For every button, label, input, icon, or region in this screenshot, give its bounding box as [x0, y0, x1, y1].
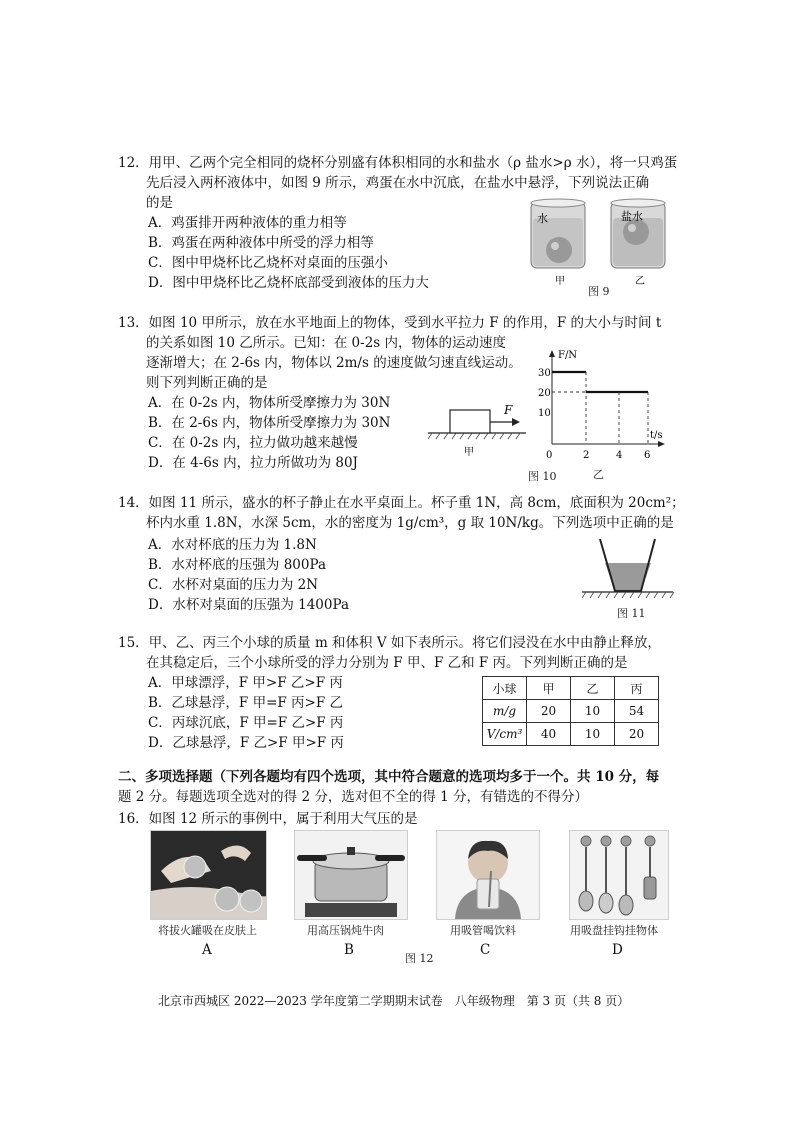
t-axis-label: t/s	[650, 430, 663, 441]
q12-option-a: A．鸡蛋排开两种液体的重力相等	[148, 215, 347, 231]
q14-line2: 杯内水重 1.8N，水深 5cm，水的密度为 1g/cm³，g 取 10N/kg。下列选项中正确的是	[146, 515, 674, 531]
block	[450, 410, 490, 433]
image-c-caption: 用吸管喝饮料	[450, 924, 516, 937]
image-c-letter: C	[480, 942, 491, 958]
egg-sunk	[546, 237, 572, 263]
q15-option-c: C．丙球沉底，F 甲=F 乙>F 丙	[148, 715, 344, 731]
q15-line1: 15．甲、乙、丙三个小球的质量 m 和体积 V 如下表所示。将它们浸没在水中由静止释放，	[118, 635, 661, 651]
force-label: F	[504, 403, 513, 417]
q15-option-a: A．甲球漂浮，F 甲>F 乙>F 丙	[148, 675, 343, 691]
table-cell: 40	[527, 723, 571, 746]
image-a-cupping	[150, 830, 267, 920]
figure-10-caption: 图 10	[528, 470, 557, 483]
q13-line2: 的关系如图 10 乙所示。已知：在 0-2s 内，物体的运动速度	[146, 335, 507, 351]
image-d-suction-hooks	[569, 830, 669, 920]
fig10-jia-label: 甲	[464, 447, 474, 458]
figure-11-cup	[580, 535, 675, 603]
image-a-caption: 将拔火罐吸在皮肤上	[158, 924, 257, 937]
q12-option-d: D．图中甲烧杯比乙烧杯底部受到液体的压力大	[148, 275, 429, 291]
table-header-cell: 乙	[571, 677, 615, 700]
q14-option-c: C．水杯对桌面的压力为 2N	[148, 577, 319, 593]
q14-line1: 14．如图 11 所示，盛水的杯子静止在水平桌面上。杯子重 1N，高 8cm，底面积为 20cm²；	[118, 495, 685, 511]
fig10-yi-label: 乙	[593, 468, 604, 481]
page-footer: 北京市西城区 2022—2023 学年度第二学期期末试卷 八年级物理 第 3 页（共 8 页）	[158, 994, 630, 1008]
q13-option-c: C．在 0-2s 内，拉力做功越来越慢	[148, 435, 358, 451]
q16-line1: 16．如图 12 所示的事例中，属于利用大气压的是	[118, 811, 418, 827]
table-cell: 20	[615, 723, 659, 746]
ytick-30: 30	[538, 368, 551, 379]
ball-table-header	[483, 677, 659, 700]
image-d-caption: 用吸盘挂钩挂物体	[570, 924, 658, 937]
image-a-letter: A	[202, 942, 212, 958]
section2-heading-line2: 题 2 分。每题选项全选对的得 2 分，选对但不全的得 1 分，有错选的不得分）	[118, 789, 589, 805]
q14-option-b: B．水对杯底的压强为 800Pa	[148, 557, 327, 573]
xtick-6: 6	[644, 450, 651, 461]
image-b-caption: 用高压锅炖牛肉	[307, 924, 384, 937]
q15-line2: 在其稳定后，三个小球所受的浮力分别为 F 甲、F 乙和 F 丙。下列判断正确的是	[146, 655, 628, 671]
figure-10-yi-graph	[528, 340, 668, 466]
q13-option-d: D．在 4-6s 内，拉力所做功为 80J	[148, 455, 358, 471]
table-row	[483, 700, 659, 723]
q14-option-a: A．水对杯底的压力为 1.8N	[148, 537, 317, 553]
q12-option-c: C．图中甲烧杯比乙烧杯对桌面的压强小	[148, 255, 388, 271]
xtick-0: 0	[546, 450, 553, 461]
stove-icon	[305, 903, 397, 917]
beaker2-label: 盐水	[621, 210, 643, 223]
ytick-10: 10	[538, 408, 551, 419]
q14-option-d: D．水杯对桌面的压强为 1400Pa	[148, 597, 349, 613]
q13-line4: 则下列判断正确的是	[146, 375, 268, 391]
table-header-cell: 小球	[483, 677, 527, 700]
table-header-cell: 甲	[527, 677, 571, 700]
ladle-icon	[579, 891, 593, 911]
q12-line2: 先后浸入两杯液体中，如图 9 所示，鸡蛋在水中沉底，在盐水中悬浮，下列说法正确	[146, 175, 650, 191]
cup-icon	[184, 856, 206, 878]
image-b-pressure-cooker	[294, 830, 408, 920]
table-cell: V/cm³	[483, 723, 527, 746]
q15-option-b: B．乙球悬浮，F 甲=F 丙>F 乙	[148, 695, 344, 711]
q12-option-b: B．鸡蛋在两种液体中所受的浮力相等	[148, 235, 374, 251]
fig9-jia-label: 甲	[555, 276, 565, 287]
table-cell: 20	[527, 700, 571, 723]
q12-line1: 12．用甲、乙两个完全相同的烧杯分别盛有体积相同的水和盐水（ρ 盐水>ρ 水），将一只鸡蛋	[118, 155, 678, 171]
xtick-2: 2	[583, 450, 590, 461]
suction-cup-icon	[581, 836, 591, 846]
image-c-straw-drinking	[436, 830, 540, 920]
table-cell: m/g	[483, 700, 527, 723]
figure-9-caption: 图 9	[588, 285, 610, 298]
glass-icon	[477, 879, 499, 909]
q15-option-d: D．乙球悬浮，F 乙>F 甲>F 丙	[148, 735, 344, 751]
figure-12-caption: 图 12	[405, 952, 434, 965]
table-cell: 10	[571, 700, 615, 723]
table-header-cell: 丙	[615, 677, 659, 700]
xtick-4: 4	[616, 450, 623, 461]
q13-option-b: B．在 2-6s 内，物体所受摩擦力为 30N	[148, 415, 391, 431]
image-d-letter: D	[612, 942, 623, 958]
table-cell: 54	[615, 700, 659, 723]
figure-11-caption: 图 11	[617, 607, 646, 620]
image-b-letter: B	[344, 942, 354, 958]
q13-option-a: A．在 0-2s 内，物体所受摩擦力为 30N	[148, 395, 391, 411]
ytick-20: 20	[538, 388, 551, 399]
q13-line3: 逐渐增大；在 2-6s 内，物体以 2m/s 的速度做匀速直线运动。	[146, 355, 522, 371]
figure-10-jia	[428, 398, 528, 460]
beaker-jia	[531, 199, 585, 268]
table-cell: 10	[571, 723, 615, 746]
ball-table	[482, 676, 659, 746]
f-axis-label: F/N	[558, 350, 578, 361]
table-row	[483, 723, 659, 746]
fig9-yi-label: 乙	[635, 276, 645, 287]
q12-line3: 的是	[146, 195, 173, 211]
beaker1-label: 水	[537, 212, 548, 225]
q13-line1: 13．如图 10 甲所示，放在水平地面上的物体，受到水平拉力 F 的作用，F 的大小与时间 t	[118, 315, 662, 331]
section2-heading-line1: 二、多项选择题（下列各题均有四个选项，其中符合题意的选项均多于一个。共 10 分，每	[118, 769, 660, 785]
